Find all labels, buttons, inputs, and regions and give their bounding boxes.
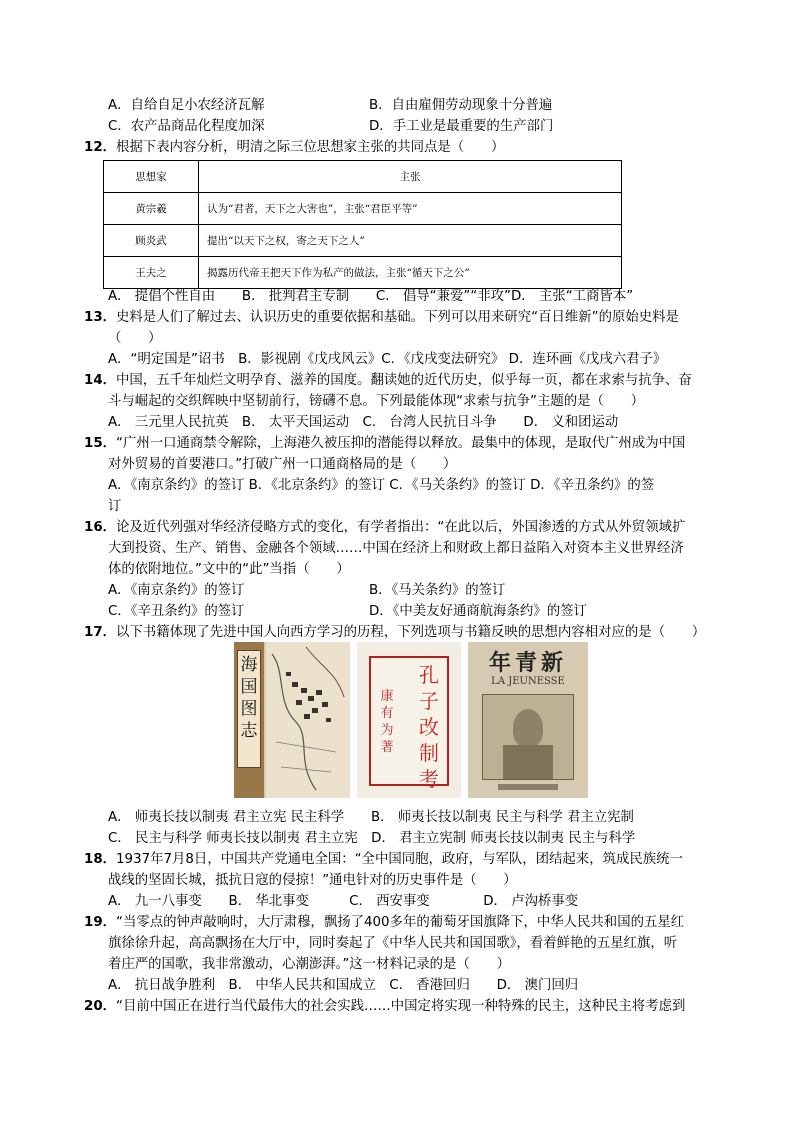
q15-stem: 15．“广州一口通商禁令解除，上海港久被压抑的潜能得以释放。最集中的体现，是取代广州成为中国 [84, 436, 686, 451]
book-kongzi-title: 孔子改制考 [419, 663, 439, 791]
book-kongzi-author: 康有为著 [380, 689, 394, 755]
table-header-cell: 主张 [199, 161, 622, 193]
q19-stem-cont: 旗徐徐升起，高高飘扬在大厅中，同时奏起了《中华人民共和国国歌》，看着鲜艳的五星红旗，听 [108, 936, 678, 951]
q13-options: A．“明定国是”诏书 B．影视剧《戊戌风云》C．《戊戌变法研究》 D．连环画《戊戌六君子》 [108, 352, 667, 367]
q16-option-b: B．《马关条约》的签订 [369, 583, 506, 598]
q12-stem: 12．根据下表内容分析，明清之际三位思想家主张的共同点是（ ） [84, 140, 505, 155]
q11-option-c: C．农产品商品化程度加深 [108, 119, 265, 134]
q19-options: A． 抗日战争胜利 B． 中华人民共和国成立 C． 香港回归 D． 澳门回归 [108, 978, 579, 993]
table-cell-thinker: 黄宗羲 [104, 193, 199, 225]
q17-options-cont: C． 民主与科学 师夷长技以制夷 君主立宪 D． 君主立宪制 师夷长技以制夷 民主与科学 [108, 831, 636, 846]
cover-illustration [482, 694, 574, 780]
q18-stem-cont: 战线的坚固长城，抵抗日寇的侵掠！”通电针对的历史事件是（ ） [108, 873, 517, 888]
q19-stem: 19．“当零点的钟声敲响时，大厅肃穆，飘扬了400多年的葡萄牙国旗降下，中华人民共和国的五星红 [84, 915, 685, 930]
q19-stem-cont2: 着庄严的国歌，我非常激动，心潮澎湃。”这一材料记录的是（ ） [108, 957, 510, 972]
q14-options: A． 三元里人民抗英 B． 太平天国运动 C． 台湾人民抗日斗争 D． 义和团运动 [108, 415, 619, 430]
q14-stem: 14．中国，五千年灿烂文明孕育、滋养的国度。翻读她的近代历史，似乎每一页，都在求索与抗争、奋 [84, 373, 692, 388]
book-kongzi-gaizhi-kao-image [357, 642, 461, 798]
table-header-cell: 思想家 [104, 161, 199, 193]
q20-stem: 20．“目前中国正在进行当代最伟大的社会实践……中国定将实现一种特殊的民主，这种民主将考虑到 [84, 999, 686, 1014]
q17-stem: 17．以下书籍体现了先进中国人向西方学习的历程，下列选项与书籍反映的思想内容相对应的是（ ） [84, 625, 706, 640]
book-haiguo-title: 海国图志 [240, 655, 258, 741]
table-row [104, 193, 622, 225]
q16-option-c: C．《辛丑条约》的签订 [108, 604, 245, 619]
q16-option-a: A．《南京条约》的签订 [108, 583, 245, 598]
q13-stem: 13．史料是人们了解过去、认识历史的重要依据和基础。下列可以用来研究“百日维新”的原始史料是 [84, 310, 679, 325]
map-drawing [266, 642, 350, 798]
book-xinqingnian-title: 新青年 [488, 650, 567, 676]
table-row [104, 225, 622, 257]
q11-option-a: A．自给自足小农经济瓦解 [108, 98, 265, 113]
q16-option-d: D．《中美友好通商航海条约》的签订 [369, 604, 587, 619]
q16-stem-cont2: 体的依附地位。”文中的“此”当指（ ） [108, 562, 350, 577]
book-xinqingnian-subtitle: LA JEUNESSE [491, 676, 565, 687]
q18-stem: 18．1937年7月8日，中国共产党通电全国：“全中国同胞，政府，与军队，团结起来，筑成民族统一 [84, 852, 683, 867]
q12-options: A． 提倡个性自由 B． 批判君主专制 C． 倡导“兼爱”“非攻”D． 主张“工商皆本” [108, 289, 634, 304]
q15-options-cont: 订 [108, 499, 122, 514]
table-cell-idea: 提出“以天下之权，寄之天下之人” [199, 225, 622, 257]
q18-options: A． 九一八事变 B． 华北事变 C． 西安事变 D． 卢沟桥事变 [108, 894, 579, 909]
q15-options: A．《南京条约》的签订 B．《北京条约》的签订 C．《马关条约》的签订 D．《辛丑条约》的签 [108, 478, 655, 493]
q15-stem-cont: 对外贸易的首要港口。”打破广州一口通商格局的是（ ） [108, 457, 457, 472]
book-title-strip [237, 650, 261, 768]
book-xin-qingnian-image [468, 642, 588, 798]
q14-stem-cont: 斗与崛起的交织辉映中坚韧前行，镑礴不息。下列最能体现“求索与抗争”主题的是（ ） [108, 394, 645, 409]
q17-options: A． 师夷长技以制夷 君主立宪 民主科学 B． 师夷长技以制夷 民主与科学 君主立宪制 [108, 810, 634, 825]
table-cell-thinker: 顾炎武 [104, 225, 199, 257]
q11-option-d: D．手工业是最重要的生产部门 [369, 119, 554, 134]
q16-stem-cont: 大到投资、生产、销售、金融各个领域……中国在经济上和财政上都日益陷入对资本主义世界经济 [108, 541, 684, 556]
thinkers-table [103, 160, 622, 289]
q13-stem-cont: （ ） [108, 331, 162, 346]
table-cell-idea: 揭露历代帝王把天下作为私产的做法，主张“循天下之公” [199, 257, 622, 289]
table-header-row [104, 161, 622, 193]
table-cell-idea: 认为“君者，天下之大害也”，主张“君臣平等” [199, 193, 622, 225]
q16-stem: 16．论及近代列强对华经济侵略方式的变化，有学者指出：“在此以后，外国渗透的方式从外贸领域扩 [84, 520, 686, 535]
table-cell-thinker: 王夫之 [104, 257, 199, 289]
table-row [104, 257, 622, 289]
book-haiguo-tuzhi-image [234, 642, 350, 798]
q11-option-b: B．自由雇佣劳动现象十分普遍 [369, 98, 553, 113]
